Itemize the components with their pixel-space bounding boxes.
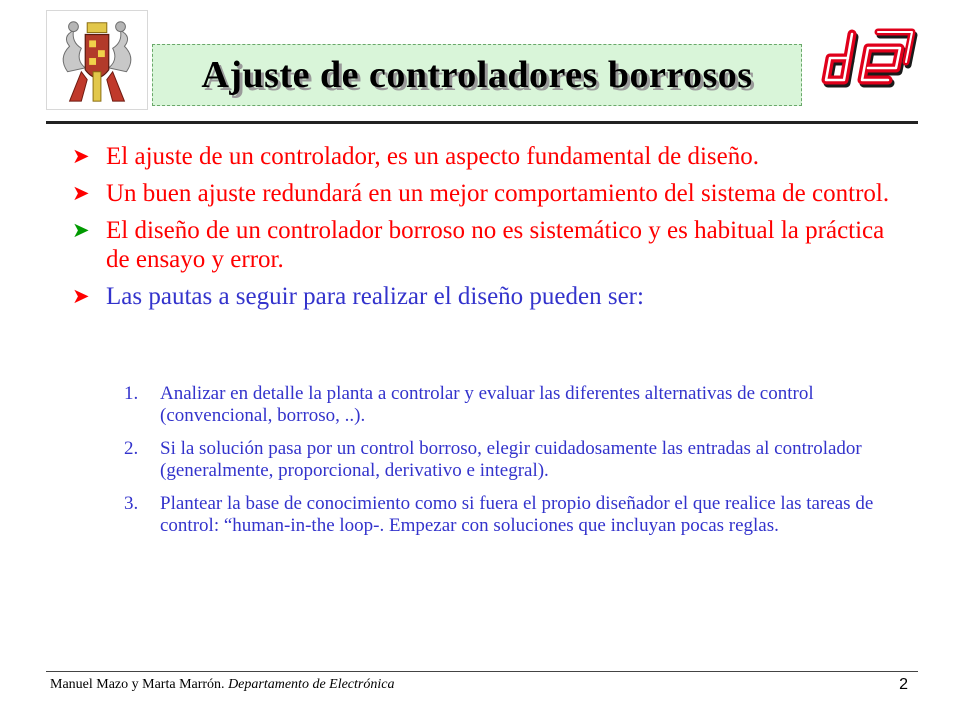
title-banner bbox=[152, 44, 802, 106]
arrowhead-bullet-icon: ➤ bbox=[72, 284, 90, 308]
bullet-list bbox=[72, 142, 892, 319]
arrowhead-bullet-icon: ➤ bbox=[72, 144, 90, 168]
footer-divider bbox=[46, 671, 918, 672]
bullet-text: Las pautas a seguir para realizar el diseño pueden ser: bbox=[106, 283, 644, 310]
step-item bbox=[124, 383, 904, 427]
header-divider bbox=[46, 121, 918, 124]
department-logo bbox=[818, 22, 918, 106]
step-number: 2. bbox=[124, 438, 139, 459]
bullet-item bbox=[72, 282, 892, 311]
step-item bbox=[124, 493, 904, 537]
bullet-text: El ajuste de un controlador, es un aspecto fundamental de diseño. bbox=[106, 143, 759, 170]
arrowhead-bullet-icon: ➤ bbox=[72, 181, 90, 205]
university-crest bbox=[46, 10, 148, 110]
step-number: 3. bbox=[124, 493, 139, 514]
step-text: Plantear la base de conocimiento como si fuera el propio diseñador el que realice las tareas de control: “human-in-the loop-. Empezar con soluciones que incluyan pocas reglas. bbox=[160, 493, 874, 536]
step-text: Analizar en detalle la planta a controlar y evaluar las diferentes alternativas de control (convencional, borroso, ..). bbox=[160, 383, 814, 426]
footer-authors: Manuel Mazo y Marta Marrón. bbox=[50, 677, 225, 692]
footer-credits bbox=[50, 677, 394, 693]
bullet-item bbox=[72, 179, 892, 208]
page-number: 2 bbox=[899, 676, 908, 693]
step-text: Si la solución pasa por un control borroso, elegir cuidadosamente las entradas al controlador (generalmente, proporcional, derivativo e integral). bbox=[160, 438, 862, 481]
footer-department: Departamento de Electrónica bbox=[228, 677, 395, 692]
step-number: 1. bbox=[124, 383, 139, 404]
step-item bbox=[124, 438, 904, 482]
dep-logo-icon bbox=[818, 22, 918, 106]
bullet-text: El diseño de un controlador borroso no es sistemático y es habitual la práctica de ensayo y error. bbox=[106, 217, 885, 273]
bullet-item bbox=[72, 142, 892, 171]
bullet-item bbox=[72, 216, 892, 274]
bullet-text: Un buen ajuste redundará en un mejor comportamiento del sistema de control. bbox=[106, 180, 890, 207]
page-title: Ajuste de controladores borrosos bbox=[201, 54, 753, 96]
arrowhead-bullet-icon: ➤ bbox=[72, 218, 90, 242]
coat-of-arms-icon bbox=[47, 11, 147, 109]
design-steps-list bbox=[124, 383, 904, 548]
